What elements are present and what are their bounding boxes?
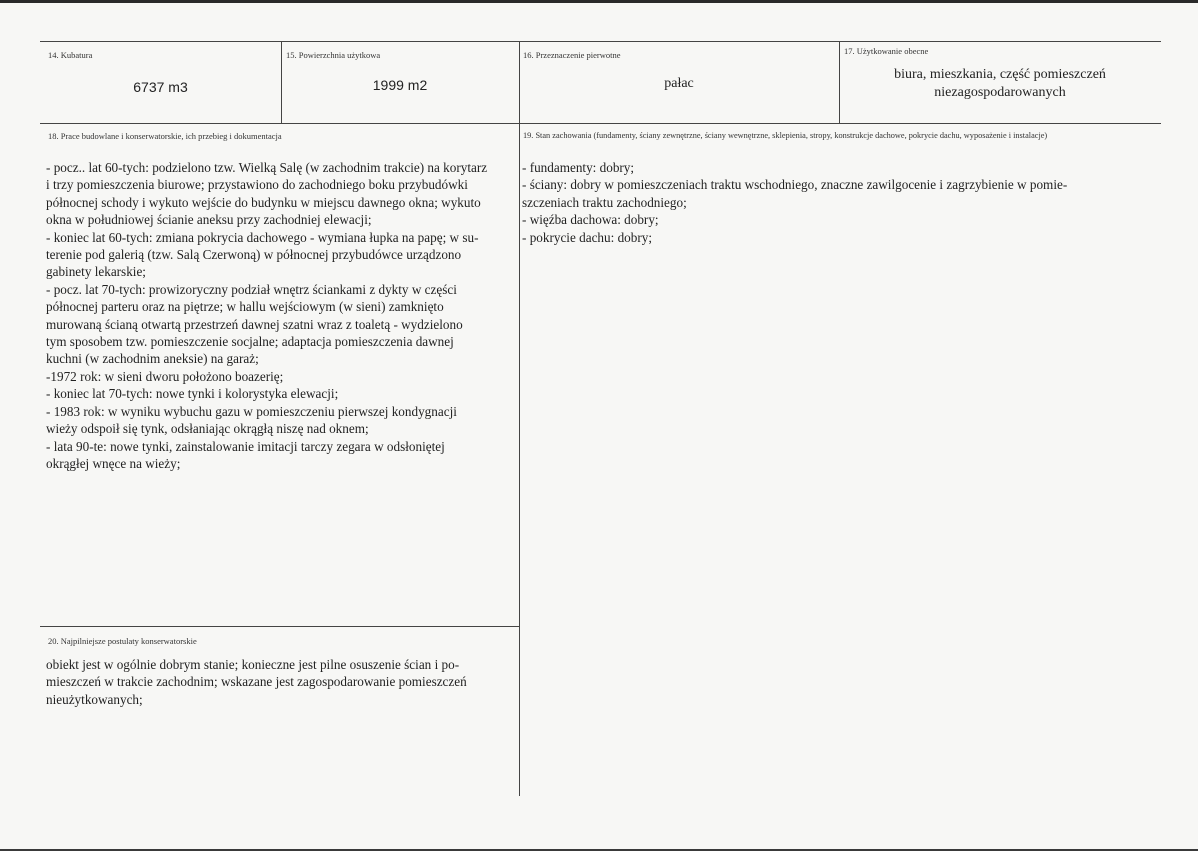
field19-line: - ściany: dobry w pomieszczeniach traktu wschodniego, znaczne zawilgocenie i zagrzybienie w pomie- [522, 177, 1068, 193]
field18-line: murowaną ścianą otwartą przestrzeń dawnej szatni wraz z toaletą - wydzielono [46, 316, 463, 332]
field19-line: szczeniach traktu zachodniego; [522, 194, 687, 210]
header-row-bottom-rule [40, 123, 1161, 124]
field15-value: 1999 m2 [372, 77, 428, 93]
field19-label: 19. Stan zachowania (fundamenty, ściany zewnętrzne, ściany wewnętrzne, sklepienia, stropy, konstrukcje dachowe, pokrycie dachu, wyposażenie i instalacje) [523, 131, 1048, 140]
field18-line: wieży odspoił się tynk, odsłaniając okrągłą niszę nad oknem; [46, 421, 369, 437]
field18-line: gabinety lekarskie; [46, 264, 146, 280]
field18-line: tym sposobem tzw. pomieszczenie socjalne; adaptacja pomieszczenia dawnej [46, 334, 454, 350]
field18-text [46, 159, 516, 472]
field18-line: północnej parteru oraz na piętrze; w hallu wejściowym (w sieni) zamknięto [46, 299, 444, 315]
field18-line: - koniec lat 70-tych: nowe tynki i kolorystyka elewacji; [46, 386, 339, 402]
field18-line: północnej schody i wykuto wejście do budynku w miejscu dawnego okna; wykuto [46, 194, 481, 210]
field20-line: obiekt jest w ogólnie dobrym stanie; konieczne jest pilne osuszenie ścian i po- [46, 657, 460, 672]
field20-top-rule [40, 626, 519, 627]
field18-line: - pocz. lat 70-tych: prowizoryczny podział wnętrz ściankami z dykty w części [46, 281, 457, 297]
field19-line: - pokrycie dachu: dobry; [522, 229, 653, 245]
field20-line: nieużytkowanych; [46, 691, 143, 707]
field17-value-line-1: biura, mieszkania, część pomieszczeń [894, 67, 1106, 82]
field19-line: - więźba dachowa: dobry; [522, 212, 659, 228]
field17-value [839, 66, 1161, 102]
field19-line: - fundamenty: dobry; [522, 160, 635, 175]
field20-label: 20. Najpilniejsze postulaty konserwatorskie [48, 636, 197, 646]
field16-label: 16. Przeznaczenie pierwotne [523, 50, 621, 60]
field18-line: -1972 rok: w sieni dworu położono boazerię; [46, 368, 284, 384]
field17-value-line-2: niezagospodarowanych [934, 85, 1066, 100]
field14-label: 14. Kubatura [48, 50, 93, 60]
field15-label: 15. Powierzchnia użytkowa [286, 50, 381, 60]
field18-line: - 1983 rok: w wyniku wybuchu gazu w pomieszczeniu pierwszej kondygnacji [46, 403, 457, 419]
main-column-divider [519, 123, 520, 796]
field16-value: pałac [664, 76, 694, 91]
top-rule [40, 41, 1161, 42]
field18-line: terenie pod galerią (tzw. Salą Czerwoną) w północnej przybudówce urządzono [46, 247, 462, 263]
field19-text [522, 159, 1158, 246]
field18-line: okna w południowej ścianie aneksu przy zachodniej elewacji; [46, 212, 372, 228]
field17-label: 17. Użytkowanie obecne [844, 46, 929, 56]
field18-label: 18. Prace budowlane i konserwatorskie, ich przebieg i dokumentacja [48, 131, 282, 141]
field18-line: - koniec lat 60-tych: zmiana pokrycia dachowego - wymiana łupka na papę; w su- [46, 229, 479, 245]
field18-line: okrągłej wnęce na wieży; [46, 455, 181, 471]
field20-line: mieszczeń w trakcie zachodnim; wskazane jest zagospodarowanie pomieszczeń [46, 674, 467, 690]
field18-line: - pocz.. lat 60-tych: podzielono tzw. Wielką Salę (w zachodnim trakcie) na korytarz [46, 160, 488, 175]
field18-line: i trzy pomieszczenia biurowe; przystawiono do zachodniego boku przybudówki [46, 177, 468, 193]
field14-value: 6737 m3 [133, 79, 188, 95]
field20-text [46, 656, 516, 708]
field18-line: kuchni (w zachodnim aneksie) na garaż; [46, 351, 259, 367]
field18-line: - lata 90-te: nowe tynki, zainstalowanie imitacji tarczy zegara w odsłoniętej [46, 438, 445, 454]
